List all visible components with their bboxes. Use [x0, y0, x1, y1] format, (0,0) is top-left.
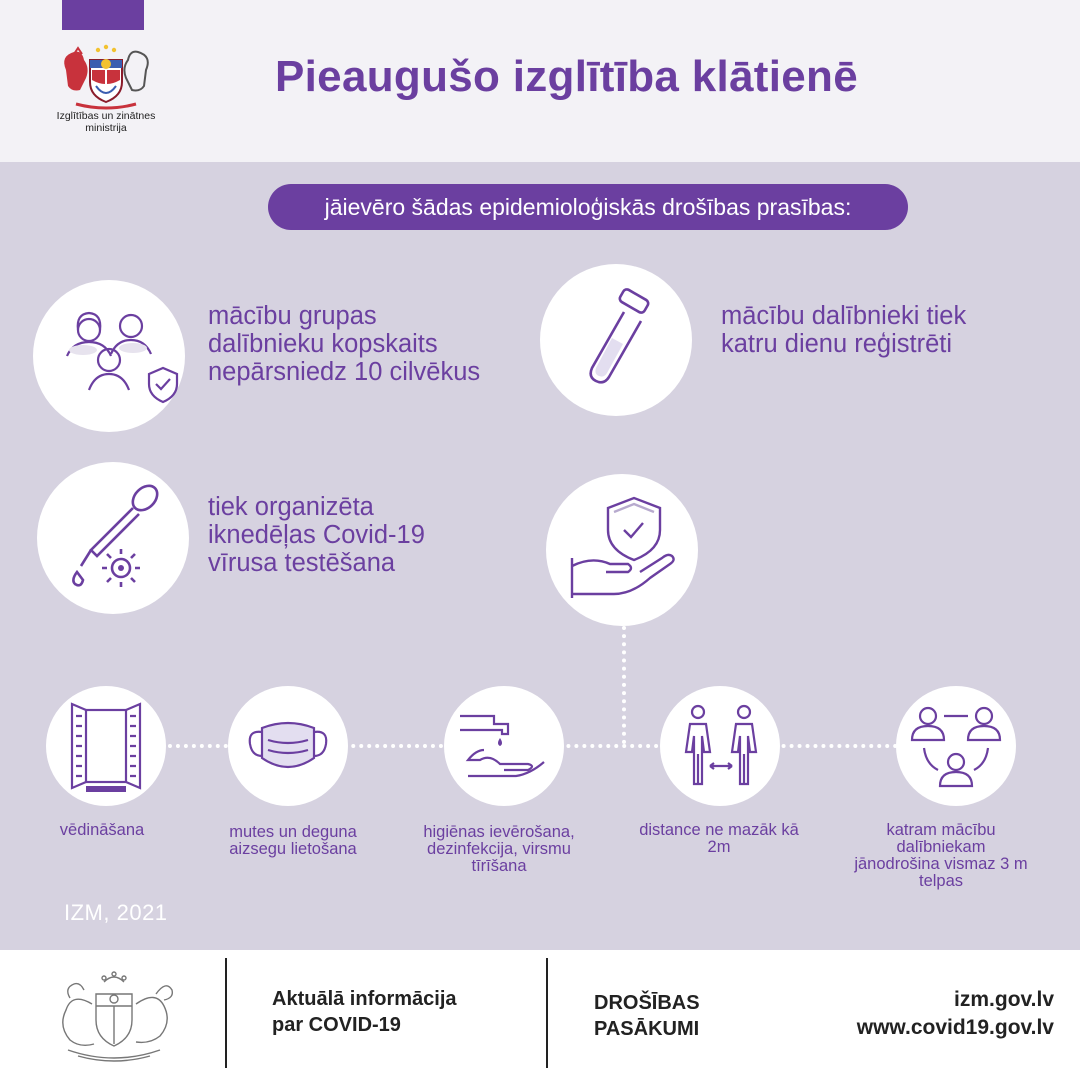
subtitle-pill: jāievēro šādas epidemioloģiskās drošības prasības:	[268, 184, 908, 230]
measure-hygiene-circle	[444, 686, 564, 806]
requirement-testing-text: tiek organizēta iknedēļas Covid-19 vīrusa testēšana	[208, 493, 425, 577]
space-people-icon	[896, 686, 1016, 806]
top-accent-strip	[62, 0, 144, 30]
website-covid19-link[interactable]: www.covid19.gov.lv	[856, 1016, 1054, 1039]
measure-distance-label: distance ne mazāk kā 2m	[639, 821, 799, 856]
ministry-name: Izglītības un zinātnes ministrija	[56, 110, 156, 134]
footer-divider-left	[225, 958, 227, 1068]
measure-mask-label: mutes un deguna aizsegu lietošana	[229, 823, 357, 858]
requirement-registration-circle	[540, 264, 692, 416]
measure-distance-circle	[660, 686, 780, 806]
hand-wash-icon	[444, 686, 564, 806]
header	[0, 0, 1080, 162]
measure-hygiene-label: higiēnas ievērošana, dezinfekcija, virsmu tīrīšana	[423, 823, 575, 875]
distance-people-icon	[660, 686, 780, 806]
coat-of-arms-logo	[56, 40, 156, 110]
footer-covid-info: Aktuālā informācija par COVID-19	[272, 988, 457, 1036]
footer-websites	[857, 986, 1054, 1042]
requirement-registration-text: mācību dalībnieki tiek katru dienu reģistrēti	[721, 302, 967, 358]
requirement-protection-circle	[546, 474, 698, 626]
face-mask-icon	[228, 686, 348, 806]
measure-ventilation-label: vēdināšana	[59, 821, 145, 839]
requirements-panel	[0, 162, 1080, 950]
credit: IZM, 2021	[64, 900, 168, 925]
requirement-testing-circle	[37, 462, 189, 614]
requirement-group-size-circle	[33, 280, 185, 432]
group-people-shield-icon	[33, 280, 185, 432]
hand-shield-icon	[546, 474, 698, 626]
connector-vertical	[622, 626, 626, 744]
footer-safety-measures: DROŠĪBAS PASĀKUMI	[594, 992, 700, 1040]
window-icon	[46, 686, 166, 806]
pipette-virus-icon	[37, 462, 189, 614]
requirement-group-size-text: mācību grupas dalībnieku kopskaits nepārsniedz 10 cilvēkus	[208, 302, 481, 386]
coat-of-arms-outline-icon	[48, 964, 180, 1064]
website-izm-link[interactable]: izm.gov.lv	[954, 988, 1054, 1011]
measure-ventilation-circle	[46, 686, 166, 806]
footer-divider-right	[546, 958, 548, 1068]
test-tube-icon	[540, 264, 692, 416]
measure-space-circle	[896, 686, 1016, 806]
measure-space-label: katram mācību dalībniekam jānodrošina vismaz 3 m telpas	[854, 821, 1028, 890]
measure-mask-circle	[228, 686, 348, 806]
page-title: Pieaugušo izglītība klātienē	[275, 52, 858, 101]
footer	[0, 950, 1080, 1080]
